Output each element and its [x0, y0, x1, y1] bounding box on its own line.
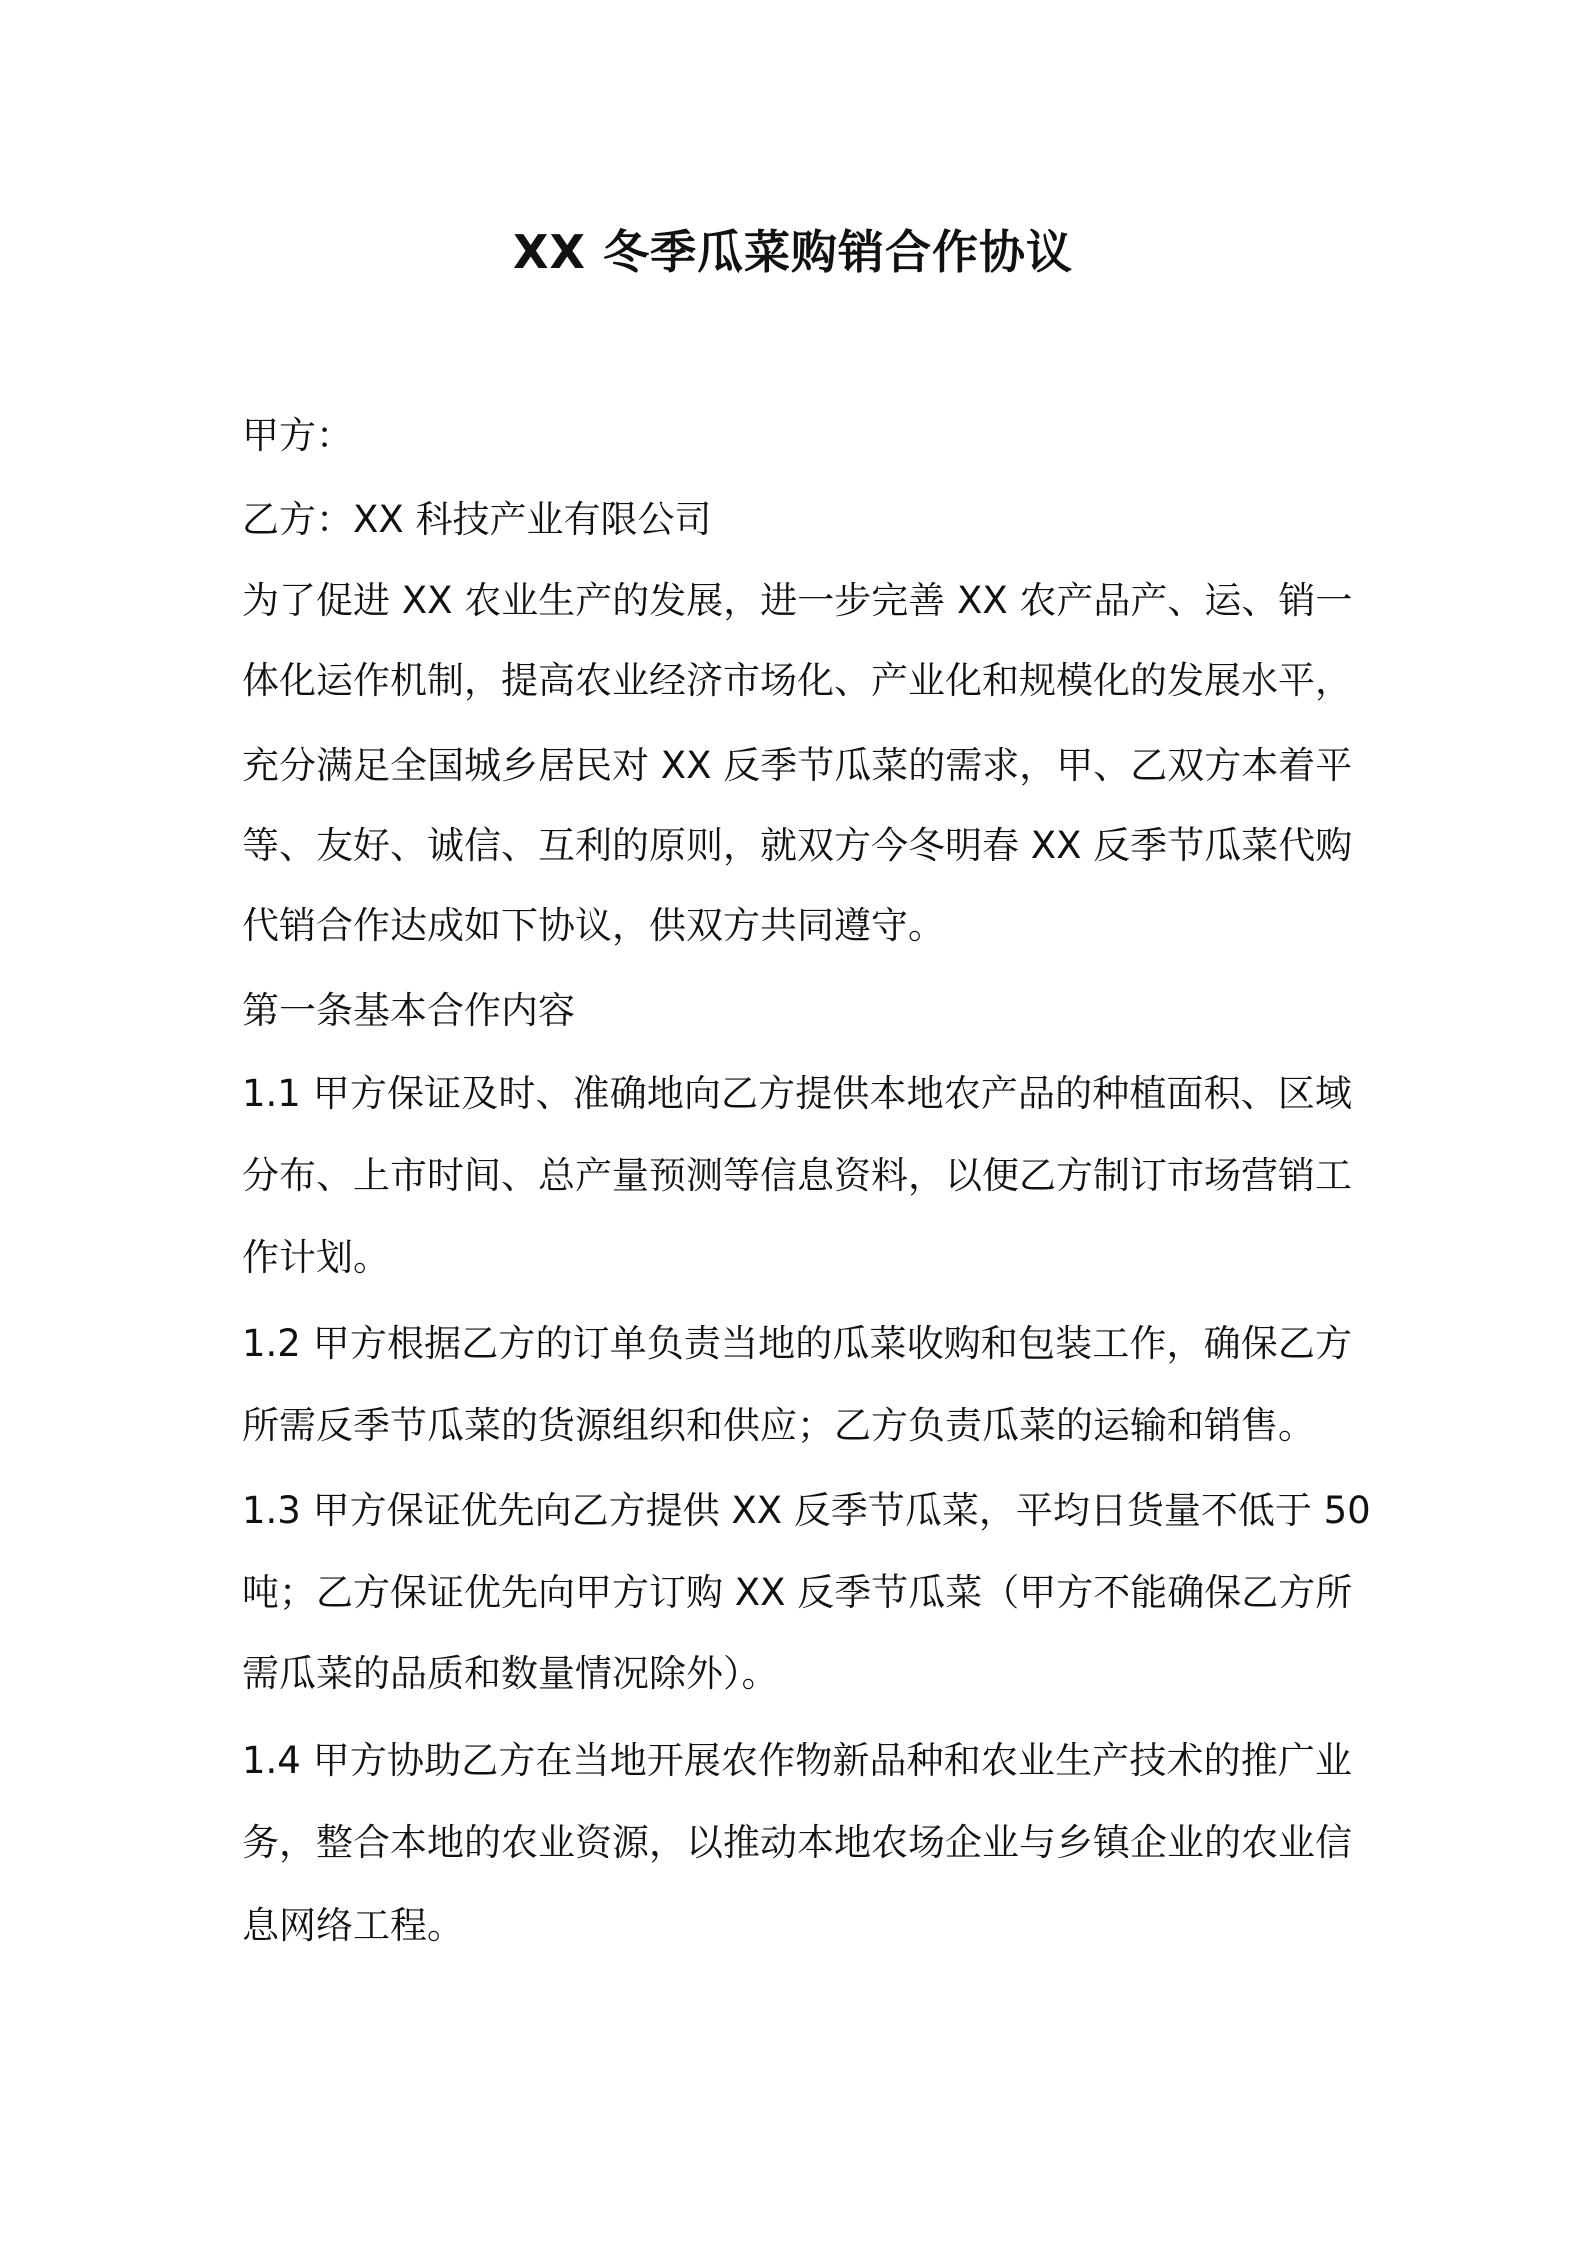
preamble-line: 充分满足全国城乡居民对 XX 反季节瓜菜的需求，甲、乙双方本着平	[242, 744, 1353, 787]
clause-1-1-line: 1.1 甲方保证及时、准确地向乙方提供本地农产品的种植面积、区域	[242, 1072, 1352, 1115]
clause-1-2-line: 所需反季节瓜菜的货源组织和供应；乙方负责瓜菜的运输和销售。	[242, 1404, 1315, 1447]
clause-1-3-line: 吨；乙方保证优先向甲方订购 XX 反季节瓜菜（甲方不能确保乙方所	[242, 1571, 1353, 1614]
party-a-label: 甲方：	[242, 414, 353, 457]
clause-1-4-line: 息网络工程。	[242, 1904, 464, 1947]
clause-1-4-line: 务，整合本地的农业资源，以推动本地农场企业与乡镇企业的农业信	[242, 1821, 1352, 1864]
clause-1-1-line: 分布、上市时间、总产量预测等信息资料，以便乙方制订市场营销工	[242, 1154, 1352, 1197]
clause-1-4-line: 1.4 甲方协助乙方在当地开展农作物新品种和农业生产技术的推广业	[242, 1739, 1352, 1782]
clause-1-2-line: 1.2 甲方根据乙方的订单负责当地的瓜菜收购和包装工作，确保乙方	[242, 1322, 1352, 1365]
party-b-label: 乙方：XX 科技产业有限公司	[242, 498, 712, 541]
article-1-heading: 第一条基本合作内容	[242, 989, 575, 1032]
preamble-line: 为了促进 XX 农业生产的发展，进一步完善 XX 农产品产、运、销一	[242, 579, 1353, 622]
preamble-line: 体化运作机制，提高农业经济市场化、产业化和规模化的发展水平，	[242, 659, 1352, 702]
preamble-line: 等、友好、诚信、互利的原则，就双方今冬明春 XX 反季节瓜菜代购	[242, 824, 1353, 867]
clause-1-1-line: 作计划。	[242, 1236, 390, 1279]
clause-1-3-line: 需瓜菜的品质和数量情况除外）。	[242, 1652, 779, 1695]
document-title: XX 冬季瓜菜购销合作协议	[513, 225, 1073, 279]
clause-1-3-line: 1.3 甲方保证优先向乙方提供 XX 反季节瓜菜，平均日货量不低于 50	[242, 1489, 1371, 1532]
preamble-line: 代销合作达成如下协议，供双方共同遵守。	[242, 904, 945, 947]
